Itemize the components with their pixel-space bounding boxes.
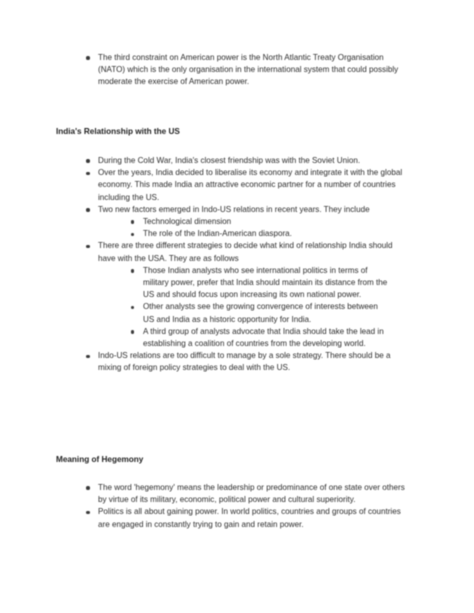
list-item: The third constraint on American power is the North Atlantic Treaty Organisation (NATO) which is the only organisation in the international system that could possibly moderate the exercise of American power.: [86, 52, 408, 89]
section-heading-india-us: India's Relationship with the US: [56, 127, 180, 136]
sub-bullet-list: [131, 216, 408, 240]
sub-bullet-list: [131, 265, 389, 350]
list-item: Politics is all about gaining power. In world politics, countries and groups of countries are engaged in constantly trying to gain and retain power.: [86, 506, 408, 530]
list-item-text: There are three different strategies to decide what kind of relationship India should have with the USA. They are as follows: [98, 241, 393, 263]
sub-list-item: Those Indian analysts who see international politics in terms of military power, prefer that India should maintain its distance from the US and should focus upon increasing its own national power.: [131, 265, 389, 302]
nato-paragraph-block: [86, 52, 408, 89]
sub-list-item: Technological dimension: [131, 216, 408, 228]
list-item: Indo-US relations are too difficult to manage by a sole strategy. There should be a mixing of foreign policy strategies to deal with the US.: [86, 350, 408, 374]
sub-list-item: A third group of analysts advocate that India should take the lead in establishing a coalition of countries from the developing world.: [131, 326, 389, 350]
list-item: During the Cold War, India's closest friendship was with the Soviet Union.: [86, 155, 408, 167]
sub-list-item: The role of the Indian-American diaspora.: [131, 228, 408, 240]
sub-list-item: Other analysts see the growing convergence of interests between US and India as a historic opportunity for India.: [131, 301, 389, 325]
list-item: The word 'hegemony' means the leadership or predominance of one state over others by virtue of its military, economic, political power and cultural superiority.: [86, 482, 408, 506]
list-item: [86, 240, 408, 350]
list-item: [86, 204, 408, 241]
list-item-text: Two new factors emerged in Indo-US relations in recent years. They include: [98, 204, 370, 214]
india-us-list-block: [86, 155, 408, 375]
hegemony-list-block: [86, 482, 408, 531]
bullet-list: [86, 52, 408, 89]
section-heading-hegemony: Meaning of Hegemony: [56, 455, 144, 464]
bullet-list: [86, 482, 408, 531]
list-item: Over the years, India decided to liberalise its economy and integrate it with the global economy. This made India an attractive economic partner for a number of countries including the US.: [86, 167, 408, 204]
bullet-list: [86, 155, 408, 375]
